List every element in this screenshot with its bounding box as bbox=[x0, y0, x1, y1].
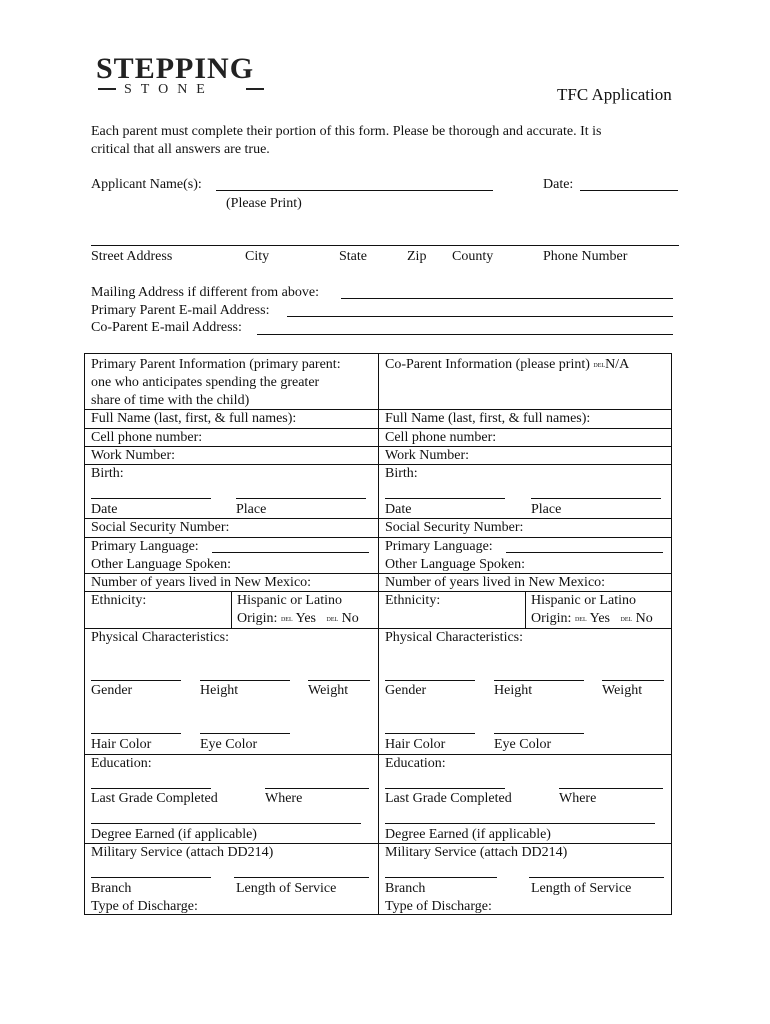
coparent-weight-label: Weight bbox=[602, 683, 643, 698]
primary-gender-label: Gender bbox=[91, 683, 133, 698]
coparent-length-line[interactable] bbox=[529, 877, 664, 878]
applicant-name-label: Applicant Name(s): bbox=[91, 177, 202, 192]
page-title: TFC Application bbox=[557, 85, 672, 104]
coparent-birth-date-label: Date bbox=[385, 502, 412, 517]
coparent-hispanic-label: Hispanic or Latino bbox=[531, 593, 636, 608]
row-line bbox=[84, 446, 672, 447]
primary-branch-label: Branch bbox=[91, 881, 132, 896]
coparent-military-label: Military Service (attach DD214) bbox=[385, 845, 568, 860]
primary-yes-label: Yes bbox=[295, 611, 316, 626]
coparent-height-label: Height bbox=[494, 683, 533, 698]
coparent-hair-line[interactable] bbox=[385, 733, 475, 734]
street-address-label: Street Address bbox=[91, 249, 173, 264]
coparent-ethnicity-label: Ethnicity: bbox=[385, 593, 441, 608]
coparent-language-label: Primary Language: bbox=[385, 539, 493, 554]
primary-no-checkbox[interactable]: DEL bbox=[326, 617, 339, 623]
primary-header-line-3: share of time with the child) bbox=[91, 393, 250, 408]
coparent-gender-line[interactable] bbox=[385, 680, 475, 681]
row-line bbox=[84, 843, 672, 844]
primary-discharge-label: Type of Discharge: bbox=[91, 899, 198, 914]
primary-origin-label: Origin: bbox=[237, 611, 278, 626]
coparent-na-label: N/A bbox=[605, 357, 630, 372]
primary-language-line[interactable] bbox=[212, 552, 369, 553]
coparent-no-checkbox[interactable]: DEL bbox=[620, 617, 633, 623]
coparent-years-nm-label: Number of years lived in New Mexico: bbox=[385, 575, 606, 590]
coparent-last-grade-label: Last Grade Completed bbox=[385, 791, 512, 806]
primary-cell-label: Cell phone number: bbox=[91, 430, 203, 445]
table-column-divider bbox=[378, 353, 379, 915]
coparent-work-label: Work Number: bbox=[385, 448, 470, 463]
primary-where-line[interactable] bbox=[265, 788, 369, 789]
coparent-birth-place-line[interactable] bbox=[531, 498, 661, 499]
county-label: County bbox=[452, 249, 494, 264]
coparent-degree-line[interactable] bbox=[385, 823, 655, 824]
ethnicity-divider-right bbox=[525, 591, 526, 628]
primary-hispanic-label: Hispanic or Latino bbox=[237, 593, 342, 608]
primary-language-label: Primary Language: bbox=[91, 539, 199, 554]
primary-years-nm-label: Number of years lived in New Mexico: bbox=[91, 575, 312, 590]
coparent-origin-label: Origin: bbox=[531, 611, 572, 626]
coparent-header-label: Co-Parent Information (please print) bbox=[385, 357, 590, 372]
row-line bbox=[84, 591, 672, 592]
primary-education-label: Education: bbox=[91, 756, 152, 771]
primary-other-language-label: Other Language Spoken: bbox=[91, 557, 231, 572]
primary-weight-line[interactable] bbox=[308, 680, 370, 681]
primary-work-label: Work Number: bbox=[91, 448, 176, 463]
coparent-full-name-label: Full Name (last, first, & full names): bbox=[385, 411, 591, 426]
coparent-yes-label: Yes bbox=[589, 611, 610, 626]
coparent-gender-label: Gender bbox=[385, 683, 427, 698]
primary-birth-place-line[interactable] bbox=[236, 498, 366, 499]
primary-weight-label: Weight bbox=[308, 683, 349, 698]
primary-no-label: No bbox=[341, 611, 359, 626]
coparent-no-label: No bbox=[635, 611, 653, 626]
coparent-branch-label: Branch bbox=[385, 881, 426, 896]
state-label: State bbox=[339, 249, 367, 264]
coparent-birth-label: Birth: bbox=[385, 466, 418, 481]
coparent-physical-label: Physical Characteristics: bbox=[385, 630, 524, 645]
phone-number-label: Phone Number bbox=[543, 249, 628, 264]
coparent-header bbox=[385, 357, 629, 374]
intro-line-1: Each parent must complete their portion of this form. Please be thorough and accurate. It is bbox=[91, 124, 602, 139]
primary-header-line-2: one who anticipates spending the greater bbox=[91, 375, 320, 390]
primary-ssn-label: Social Security Number: bbox=[91, 520, 230, 535]
primary-physical-label: Physical Characteristics: bbox=[91, 630, 230, 645]
city-label: City bbox=[245, 249, 270, 264]
primary-degree-line[interactable] bbox=[91, 823, 361, 824]
primary-military-label: Military Service (attach DD214) bbox=[91, 845, 274, 860]
primary-height-label: Height bbox=[200, 683, 239, 698]
mailing-address-line[interactable] bbox=[341, 298, 673, 299]
primary-eye-line[interactable] bbox=[200, 733, 290, 734]
primary-origin-row bbox=[237, 611, 359, 628]
please-print-note: (Please Print) bbox=[226, 196, 302, 211]
primary-email-line[interactable] bbox=[287, 316, 673, 317]
primary-full-name-label: Full Name (last, first, & full names): bbox=[91, 411, 297, 426]
primary-birth-date-label: Date bbox=[91, 502, 118, 517]
coparent-origin-row bbox=[531, 611, 653, 628]
coparent-hair-label: Hair Color bbox=[385, 737, 446, 752]
primary-length-label: Length of Service bbox=[236, 881, 337, 896]
primary-hair-line[interactable] bbox=[91, 733, 181, 734]
primary-length-line[interactable] bbox=[234, 877, 369, 878]
logo-bottom-text: STONE bbox=[124, 82, 214, 94]
row-line bbox=[84, 628, 672, 629]
coparent-yes-checkbox[interactable]: DEL bbox=[574, 617, 587, 623]
primary-ethnicity-label: Ethnicity: bbox=[91, 593, 147, 608]
logo-graphic bbox=[94, 52, 284, 94]
coparent-birth-date-line[interactable] bbox=[385, 498, 505, 499]
mailing-address-label: Mailing Address if different from above: bbox=[91, 285, 319, 300]
coparent-birth-place-label: Place bbox=[531, 502, 562, 517]
primary-grade-line[interactable] bbox=[91, 788, 211, 789]
coparent-weight-line[interactable] bbox=[602, 680, 664, 681]
primary-eye-label: Eye Color bbox=[200, 737, 258, 752]
ethnicity-divider-left bbox=[231, 591, 232, 628]
coparent-where-label: Where bbox=[559, 791, 597, 806]
date-line[interactable] bbox=[580, 190, 678, 191]
coparent-education-label: Education: bbox=[385, 756, 446, 771]
primary-degree-label: Degree Earned (if applicable) bbox=[91, 827, 257, 842]
coparent-length-label: Length of Service bbox=[531, 881, 632, 896]
coparent-email-label: Co-Parent E-mail Address: bbox=[91, 320, 242, 335]
primary-email-label: Primary Parent E-mail Address: bbox=[91, 303, 270, 318]
coparent-discharge-label: Type of Discharge: bbox=[385, 899, 492, 914]
coparent-height-line[interactable] bbox=[494, 680, 584, 681]
row-line bbox=[84, 428, 672, 429]
logo-top-text: STEPPING bbox=[96, 52, 255, 85]
row-line bbox=[84, 464, 672, 465]
zip-label: Zip bbox=[407, 249, 427, 264]
primary-where-label: Where bbox=[265, 791, 303, 806]
coparent-na-checkbox[interactable]: DEL bbox=[593, 363, 606, 369]
primary-birth-place-label: Place bbox=[236, 502, 267, 517]
intro-line-2: critical that all answers are true. bbox=[91, 142, 270, 157]
date-label: Date: bbox=[543, 177, 574, 192]
coparent-eye-line[interactable] bbox=[494, 733, 584, 734]
coparent-ssn-label: Social Security Number: bbox=[385, 520, 524, 535]
primary-yes-checkbox[interactable]: DEL bbox=[280, 617, 293, 623]
coparent-where-line[interactable] bbox=[559, 788, 663, 789]
row-line bbox=[84, 409, 672, 410]
coparent-eye-label: Eye Color bbox=[494, 737, 552, 752]
coparent-degree-label: Degree Earned (if applicable) bbox=[385, 827, 551, 842]
primary-birth-date-line[interactable] bbox=[91, 498, 211, 499]
primary-header-line-1: Primary Parent Information (primary parent: bbox=[91, 357, 341, 372]
coparent-cell-label: Cell phone number: bbox=[385, 430, 497, 445]
applicant-name-line[interactable] bbox=[216, 190, 493, 191]
address-line[interactable] bbox=[91, 245, 679, 246]
row-line bbox=[84, 518, 672, 519]
coparent-other-language-label: Other Language Spoken: bbox=[385, 557, 525, 572]
coparent-branch-line[interactable] bbox=[385, 877, 497, 878]
stepping-stone-logo bbox=[94, 52, 284, 94]
coparent-grade-line[interactable] bbox=[385, 788, 505, 789]
primary-birth-label: Birth: bbox=[91, 466, 124, 481]
row-line bbox=[84, 754, 672, 755]
primary-branch-line[interactable] bbox=[91, 877, 211, 878]
primary-gender-line[interactable] bbox=[91, 680, 181, 681]
row-line bbox=[84, 573, 672, 574]
coparent-language-line[interactable] bbox=[506, 552, 663, 553]
coparent-email-line[interactable] bbox=[257, 334, 673, 335]
primary-last-grade-label: Last Grade Completed bbox=[91, 791, 218, 806]
primary-height-line[interactable] bbox=[200, 680, 290, 681]
row-line bbox=[84, 537, 672, 538]
primary-hair-label: Hair Color bbox=[91, 737, 152, 752]
